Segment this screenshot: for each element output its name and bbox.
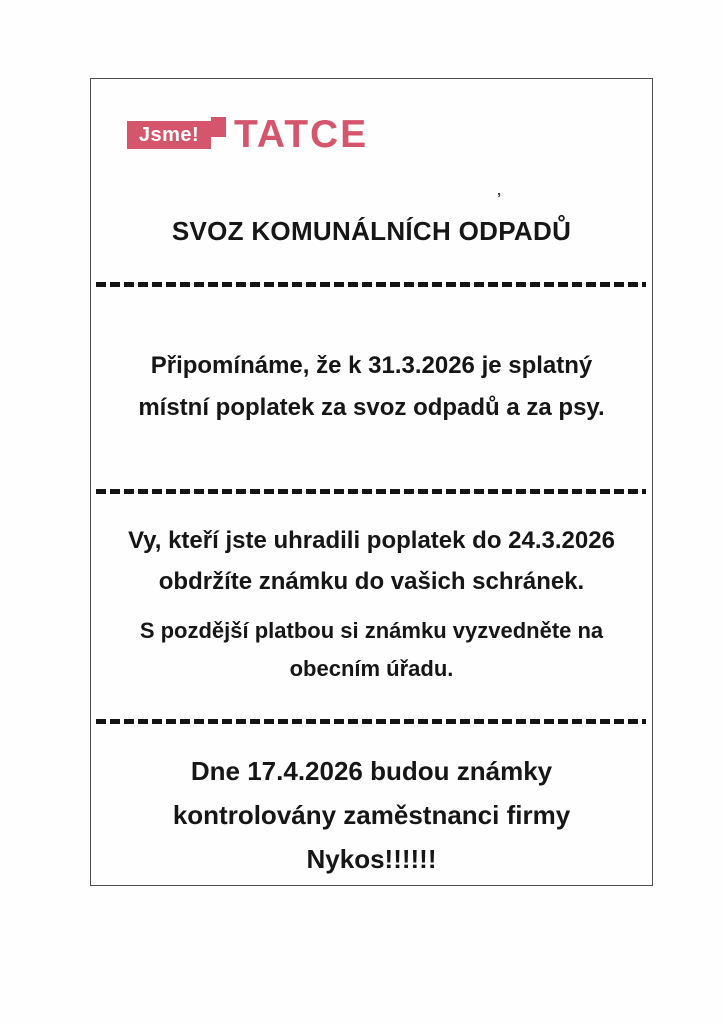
paragraph-inspection-warning [91,749,652,881]
notice-border [90,78,653,886]
paragraph-paid-on-time [91,520,652,602]
paragraph-late-payment [91,612,652,688]
dashed-divider [96,282,646,287]
text-line: obdržíte známku do vašich schránek. [158,568,585,595]
text-line: kontrolovány zaměstnanci firmy [172,800,571,830]
dashed-divider [96,489,646,494]
paragraph-reminder-due-date [91,345,652,429]
text-line: Dne 17.4.2026 budou známky [190,756,553,786]
text-line: obecním úřadu. [289,656,454,681]
text-line: S pozdější platbou si známku vyzvedněte na [139,618,604,643]
notice-title: SVOZ KOMUNÁLNÍCH ODPADŮ [171,216,572,246]
text-line: Nykos!!!!!! [306,844,437,874]
jsme-badge [127,121,211,149]
dashed-divider [96,719,646,724]
scan-speck: ’ [497,190,502,207]
text-line: místní poplatek za svoz odpadů a za psy. [138,394,605,421]
text-line: Připomínáme, že k 31.3.2026 je splatný [150,352,593,379]
jsme-badge-text: Jsme! [138,123,200,146]
text-line: Vy, kteří jste uhradili poplatek do 24.3.2026 [128,527,615,554]
brand-wordmark: TATCE [234,113,369,156]
tatce-logo [127,113,369,156]
badge-tab-shape [211,117,226,137]
